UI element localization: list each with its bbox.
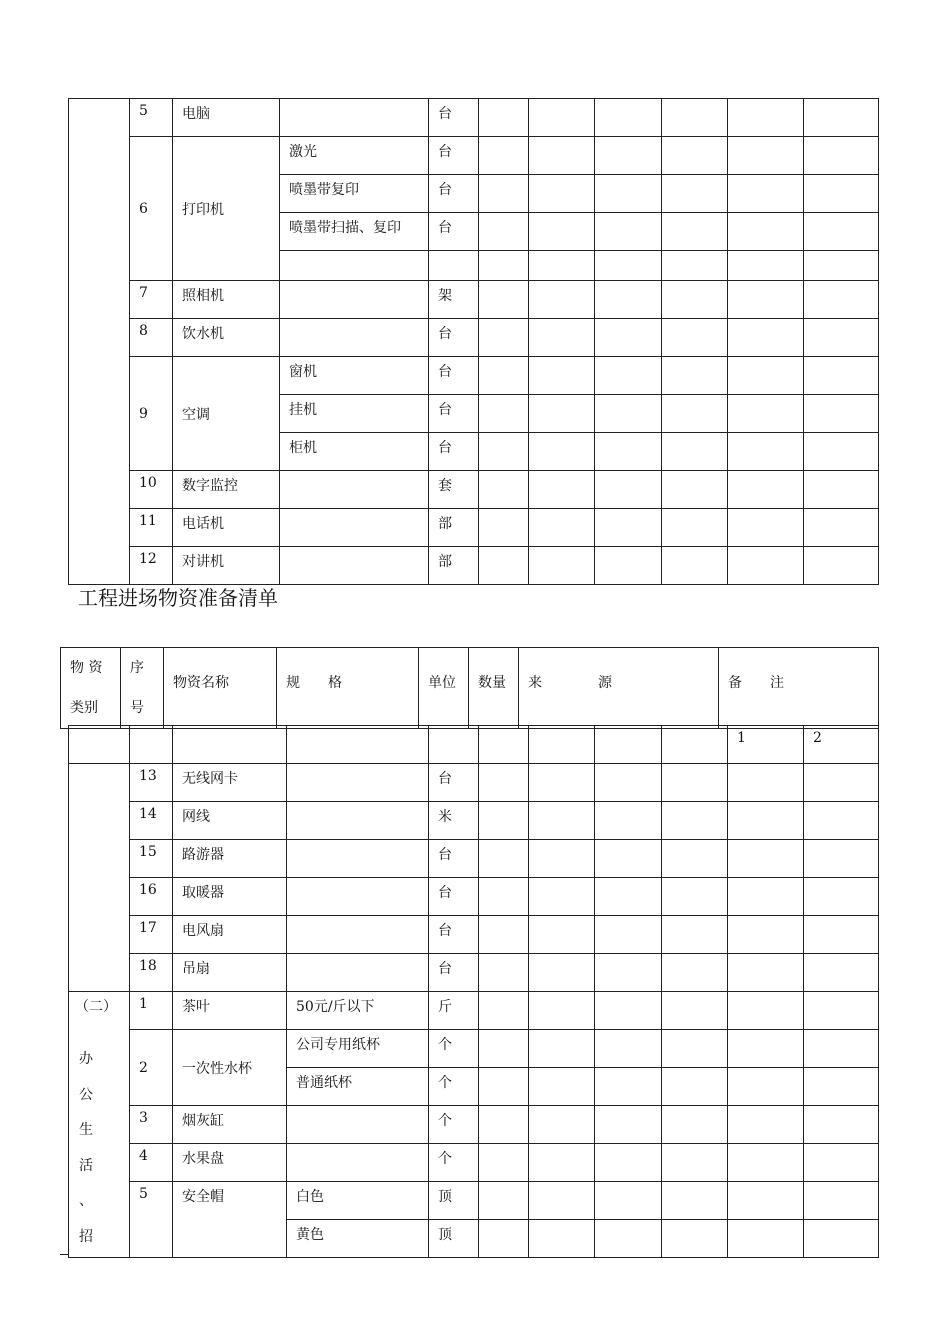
unit-cell: 台 [429, 213, 479, 251]
unit-cell: 台 [429, 137, 479, 175]
unit-header: 单位 [419, 648, 469, 729]
seq-cell: 7 [130, 281, 173, 319]
name-cell: 空调 [173, 357, 280, 471]
spec-cell [280, 319, 429, 357]
name-cell: 水果盘 [173, 1144, 287, 1182]
seq-header-line1: 序 [130, 660, 144, 676]
name-cell: 饮水机 [173, 319, 280, 357]
name-cell: 一次性水杯 [173, 1030, 287, 1106]
table-row [69, 137, 879, 175]
category-header-line2: 类别 [70, 700, 98, 716]
spec-cell: 喷墨带扫描、复印 [280, 213, 429, 251]
spec-cell: 普通纸杯 [287, 1068, 429, 1106]
unit-cell: 个 [429, 1068, 479, 1106]
unit-cell: 部 [429, 509, 479, 547]
seq-cell: 9 [130, 357, 173, 471]
seq-cell: 6 [130, 137, 173, 281]
category-header-line1: 物 资 [70, 660, 103, 676]
table-row [69, 357, 879, 395]
remark-header: 备 注 [719, 648, 879, 729]
spec-cell [280, 509, 429, 547]
unit-cell: 台 [429, 878, 479, 916]
name-header: 物资名称 [164, 648, 277, 729]
unit-cell: 台 [429, 175, 479, 213]
table-row [69, 992, 879, 1030]
seq-cell: 14 [130, 802, 173, 840]
spec-cell: 挂机 [280, 395, 429, 433]
unit-cell: 个 [429, 1144, 479, 1182]
unit-cell: 个 [429, 1030, 479, 1068]
name-cell: 茶叶 [173, 992, 287, 1030]
seq-cell: 18 [130, 954, 173, 992]
subheader-row [69, 726, 879, 764]
table-row [69, 1106, 879, 1144]
seq-cell: 5 [130, 99, 173, 137]
spec-cell: 窗机 [280, 357, 429, 395]
divider [60, 1254, 68, 1255]
remark-sub-2: 2 [804, 726, 879, 764]
table-row [69, 840, 879, 878]
category-cell [69, 764, 130, 992]
table-row [69, 878, 879, 916]
spec-cell: 50元/斤以下 [287, 992, 429, 1030]
table-row [69, 319, 879, 357]
name-cell: 对讲机 [173, 547, 280, 585]
unit-cell: 台 [429, 99, 479, 137]
table-row [69, 1144, 879, 1182]
unit-cell: 台 [429, 357, 479, 395]
unit-cell: 台 [429, 916, 479, 954]
category-header [61, 648, 121, 729]
unit-cell: 台 [429, 433, 479, 471]
unit-cell: 顶 [429, 1220, 479, 1258]
name-cell: 电风扇 [173, 916, 287, 954]
table-row [69, 802, 879, 840]
name-cell: 打印机 [173, 137, 280, 281]
category-char: 公 [79, 1086, 93, 1103]
unit-cell: 台 [429, 840, 479, 878]
unit-cell: 台 [429, 954, 479, 992]
seq-cell: 13 [130, 764, 173, 802]
seq-cell: 2 [130, 1030, 173, 1106]
top-continuation-table [68, 98, 879, 585]
seq-header [121, 648, 164, 729]
name-cell: 取暖器 [173, 878, 287, 916]
table-row [69, 509, 879, 547]
category-char: 招 [79, 1228, 93, 1245]
spec-cell: 喷墨带复印 [280, 175, 429, 213]
spec-header: 规 格 [277, 648, 419, 729]
header-table [60, 647, 879, 729]
seq-cell: 4 [130, 1144, 173, 1182]
unit-cell: 台 [429, 395, 479, 433]
spec-cell [280, 281, 429, 319]
seq-cell: 3 [130, 1106, 173, 1144]
seq-cell: 12 [130, 547, 173, 585]
table-row [69, 764, 879, 802]
header-row [61, 648, 879, 729]
unit-cell: 米 [429, 802, 479, 840]
seq-cell: 16 [130, 878, 173, 916]
table-row [69, 547, 879, 585]
name-cell: 路游器 [173, 840, 287, 878]
category-label: （二） [75, 999, 117, 1015]
category-char: 、 [79, 1193, 93, 1209]
source-header: 来 源 [519, 648, 719, 729]
name-cell: 电话机 [173, 509, 280, 547]
category-char: 办 [79, 1051, 93, 1067]
category-char: 生 [79, 1122, 93, 1138]
qty-header: 数量 [469, 648, 519, 729]
name-cell: 数字监控 [173, 471, 280, 509]
name-cell: 吊扇 [173, 954, 287, 992]
table-row [69, 281, 879, 319]
spec-cell [280, 99, 429, 137]
spec-cell [287, 1144, 429, 1182]
seq-cell: 8 [130, 319, 173, 357]
name-cell: 无线网卡 [173, 764, 287, 802]
table-row [69, 471, 879, 509]
name-cell: 烟灰缸 [173, 1106, 287, 1144]
unit-cell: 斤 [429, 992, 479, 1030]
remark-sub-1: 1 [728, 726, 804, 764]
spec-cell: 白色 [287, 1182, 429, 1220]
name-cell: 网线 [173, 802, 287, 840]
unit-cell: 套 [429, 471, 479, 509]
spec-cell: 激光 [280, 137, 429, 175]
spec-cell: 黄色 [287, 1220, 429, 1258]
seq-cell: 11 [130, 509, 173, 547]
seq-cell: 17 [130, 916, 173, 954]
spec-cell [280, 547, 429, 585]
table-row [69, 916, 879, 954]
seq-cell: 5 [130, 1182, 173, 1258]
seq-cell: 15 [130, 840, 173, 878]
seq-cell: 10 [130, 471, 173, 509]
spec-cell [287, 1106, 429, 1144]
spec-cell [280, 471, 429, 509]
spec-cell: 公司专用纸杯 [287, 1030, 429, 1068]
name-cell: 电脑 [173, 99, 280, 137]
page-title: 工程进场物资准备清单 [78, 586, 278, 610]
items-table [68, 725, 879, 1258]
category-cell [69, 99, 130, 585]
unit-cell [429, 251, 479, 281]
unit-cell: 部 [429, 547, 479, 585]
name-cell: 安全帽 [173, 1182, 287, 1258]
category-cell-office [69, 992, 130, 1258]
name-cell: 照相机 [173, 281, 280, 319]
unit-cell: 架 [429, 281, 479, 319]
seq-cell: 1 [130, 992, 173, 1030]
unit-cell: 个 [429, 1106, 479, 1144]
table-row [69, 99, 879, 137]
unit-cell: 顶 [429, 1182, 479, 1220]
unit-cell: 台 [429, 764, 479, 802]
table-row [69, 1182, 879, 1220]
category-char: 活 [79, 1157, 93, 1174]
table-row [69, 1030, 879, 1068]
unit-cell: 台 [429, 319, 479, 357]
table-row [69, 954, 879, 992]
spec-cell [280, 251, 429, 281]
spec-cell: 柜机 [280, 433, 429, 471]
seq-header-line2: 号 [130, 700, 144, 716]
